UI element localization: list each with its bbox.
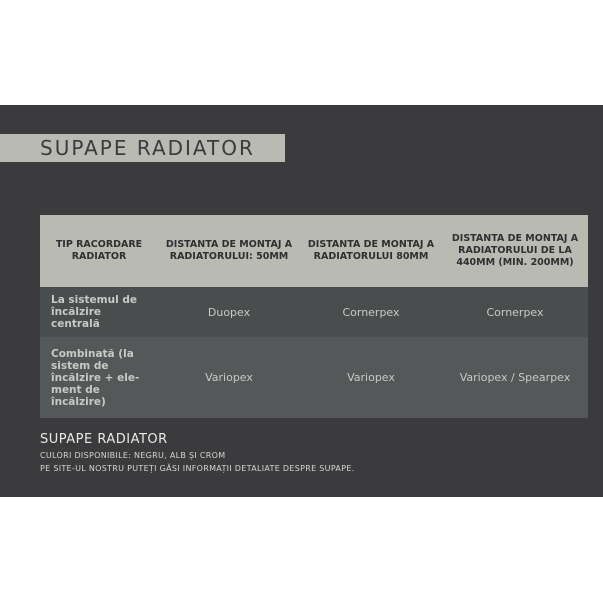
row-label: Combinată (la sistem de încălzire + ele-ment de încălzire) [40, 337, 158, 418]
header-distance-50: DISTANTA DE MONTAJ A RADIATORULUI: 50MM [158, 215, 300, 287]
table-header-row [40, 215, 588, 287]
footer-info-line: PE SITE-UL NOSTRU PUTEȚI GĂSI INFORMAȚII DETALIATE DESPRE SUPAPE. [40, 464, 355, 473]
row-label: La sistemul de încălzire centrală [40, 287, 158, 337]
header-distance-440: DISTANTA DE MONTAJ A RADIATORULUI DE LA 440MM (MIN. 200MM) [442, 215, 588, 287]
page-title: SUPAPE RADIATOR [40, 136, 255, 160]
table-cell: Cornerpex [442, 287, 588, 337]
header-distance-80: DISTANTA DE MONTAJ A RADIATORULUI 80MM [300, 215, 442, 287]
header-connection-type: TIP RACORDARE RADIATOR [40, 215, 158, 287]
table-row [40, 287, 588, 337]
table-cell: Variopex [300, 337, 442, 418]
table-cell: Variopex / Spearpex [442, 337, 588, 418]
title-banner [0, 134, 285, 162]
table-row [40, 337, 588, 418]
footer-colors-line: CULORI DISPONIBILE: NEGRU, ALB ȘI CROM [40, 451, 226, 460]
table-cell: Cornerpex [300, 287, 442, 337]
valve-table [40, 215, 588, 418]
footer-title: SUPAPE RADIATOR [40, 432, 168, 447]
info-panel [0, 105, 603, 497]
table-cell: Variopex [158, 337, 300, 418]
table-cell: Duopex [158, 287, 300, 337]
